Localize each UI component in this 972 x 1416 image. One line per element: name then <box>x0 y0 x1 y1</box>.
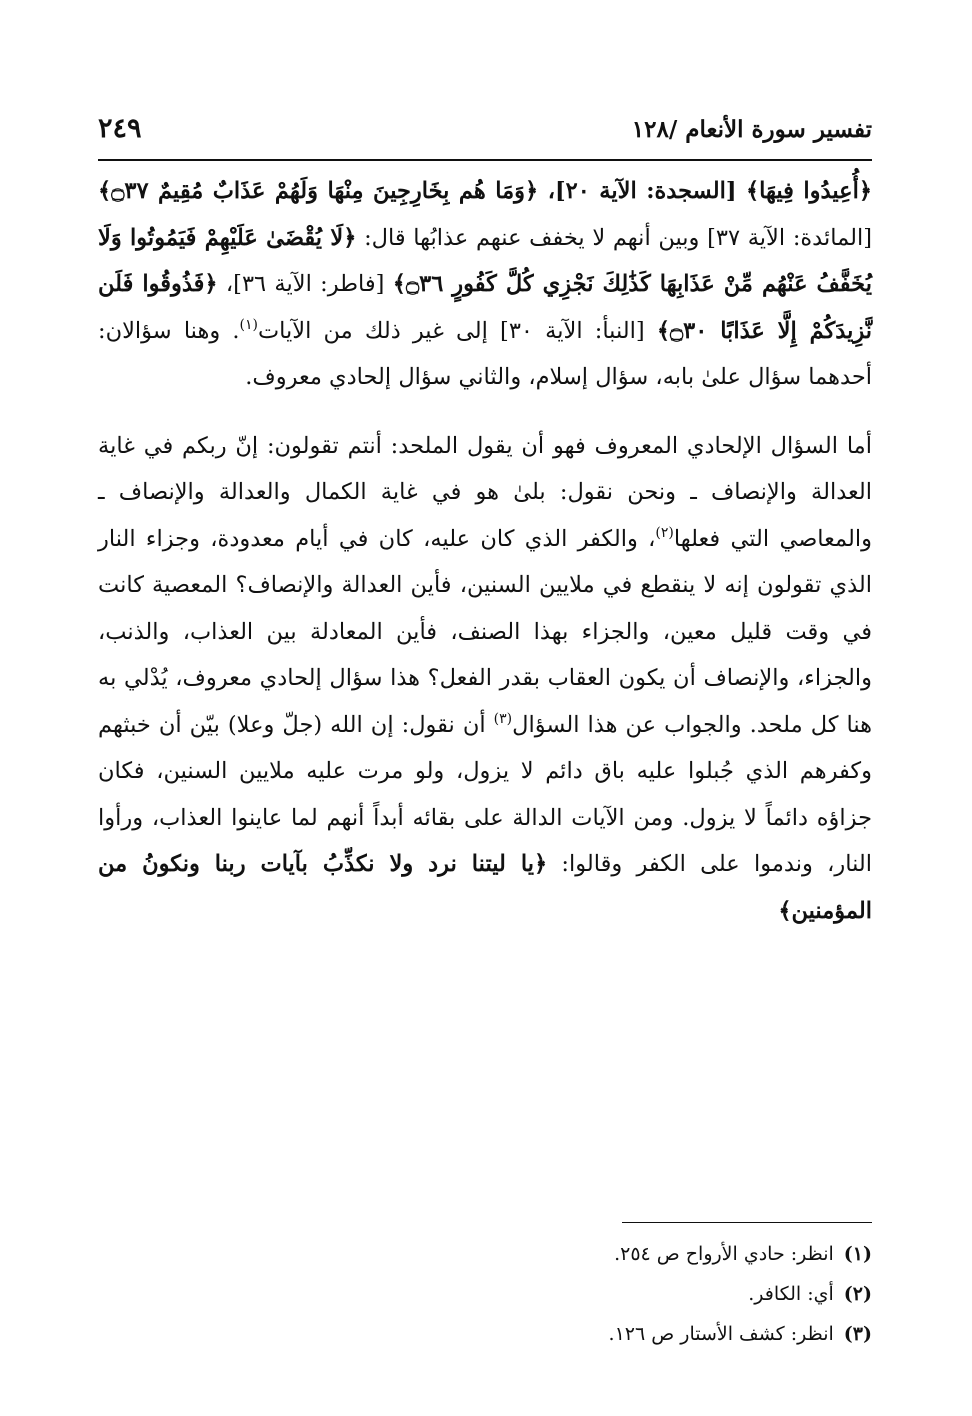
paragraph <box>98 423 872 935</box>
footnote-reference: (١) <box>239 316 258 333</box>
paragraph <box>98 168 872 401</box>
running-title: تفسير سورة الأنعام /١٢٨ <box>631 116 872 143</box>
text-run: أن نقول: إن الله (جلّ وعلا) بيّن أن خبثهم وكفرهم الذي جُبلوا عليه باق دائم لا يزول، ولو مرت عليه ملايين السنين، فكان جزاؤه دائماً لا يزول. ومن الآيات الدالة على بقائه أبداً أنهم لما عاينوا العذاب، ورأوا النار، وندموا على الكفر وقالوا: <box>98 711 872 877</box>
text-run: أما السؤال الإلحادي المعروف فهو أن يقول الملحد: أنتم تقولون: إنّ ربكم في غاية العدالة والإنصاف ـ ونحن نقول: بلىٰ هو في غاية الكمال والعدالة والإنصاف ـ والمعاصي التي فعلها <box>98 432 872 552</box>
quran-verse: ﴿وَمَا هُم بِخَارِجِينَ مِنْهَا وَلَهُمْ عَذَابٌ مُقِيمٌ ۝٣٧﴾ <box>98 178 539 204</box>
text-run: [المائدة: الآية ٣٧] وبين أنهم لا يخفف عنهم عذابُها قال: <box>356 224 873 251</box>
text-run: ، والكفر الذي كان عليه، كان في أيام معدودة، وجزاء النار الذي تقولون إنه لا ينقطع في ملايين السنين، فأين العدالة والإنصاف؟ المعصية كانت في وقت قليل معين، والجزاء بهذا الصنف، فأين المعادلة بين العذاب، والذنب، والجزاء، والإنصاف أن يكون العقاب بقدر الفعل؟ هذا سؤال إلحادي معروف، يُدْلي به هنا كل ملحد. والجواب عن هذا السؤال <box>98 525 872 738</box>
footnote <box>98 1314 872 1354</box>
quran-verse: ﴿لَا يُقْضَىٰ عَلَيْهِمْ فَيَمُوتُوا وَلَا يُخَفَّفُ عَنْهُم مِّنْ عَذَابِهَا كَذَٰلِكَ نَجْزِي كُلَّ كَفُورٍ ۝٣٦﴾ <box>98 224 872 297</box>
body-text <box>98 168 872 934</box>
footnote-reference: (٢) <box>655 524 674 541</box>
footnotes <box>98 1234 872 1354</box>
footnote-text: انظر: حادي الأرواح ص ٢٥٤. <box>614 1243 834 1265</box>
page-header <box>98 112 872 156</box>
footnote-text: أي: الكافر. <box>748 1283 834 1305</box>
footnote <box>98 1274 872 1314</box>
quran-verse: ﴿فَذُوقُوا فَلَن نَّزِيدَكُمْ إِلَّا عَذَابًا ۝٣٠﴾ <box>98 271 873 344</box>
footnote-number: (١) <box>843 1243 872 1265</box>
footnote-reference: (٣) <box>493 710 513 727</box>
footnote-divider <box>622 1222 872 1223</box>
footnote-text: انظر: كشف الأستار ص ١٢٦. <box>608 1323 834 1345</box>
quran-verse: ﴿أُعِيدُوا فِيهَا﴾ [السجدة: الآية ٢٠]، <box>538 178 873 204</box>
footnote-number: (٢) <box>843 1283 872 1305</box>
footnote <box>98 1234 872 1274</box>
header-divider <box>98 159 872 161</box>
quran-verse: ﴿يا ليتنا نرد ولا نكذِّبُ بآيات ربنا ونكونُ من المؤمنين﴾ <box>98 851 872 924</box>
footnote-number: (٣) <box>843 1323 872 1345</box>
page-number: ٢٤٩ <box>98 113 142 144</box>
text-run: [فاطر: الآية ٣٦]، <box>217 271 393 297</box>
text-run: . وهنا سؤالان: أحدهما سؤال علىٰ بابه، سؤال إسلام، والثاني سؤال إلحادي معروف. <box>98 317 872 390</box>
text-run: [النبأ: الآية ٣٠] إلى غير ذلك من الآيات <box>258 317 657 344</box>
